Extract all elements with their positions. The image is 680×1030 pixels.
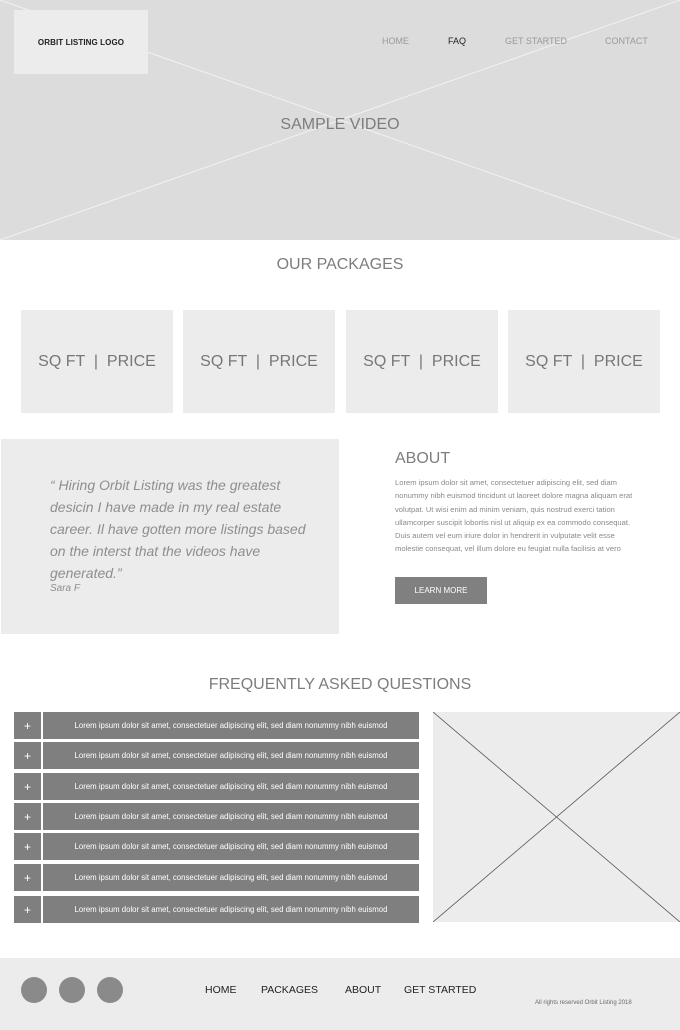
image-placeholder-cross-icon [433, 712, 680, 922]
faq-item[interactable] [14, 773, 419, 800]
footer-link-home[interactable]: HOME [205, 984, 237, 996]
faq-question[interactable]: Lorem ipsum dolor sit amet, consectetuer adipiscing elit, sed diam nonummy nibh euismod [43, 833, 419, 860]
faq-question[interactable]: Lorem ipsum dolor sit amet, consectetuer adipiscing elit, sed diam nonummy nibh euismod [43, 803, 419, 830]
social-icon[interactable] [97, 977, 123, 1003]
nav-get-started[interactable]: GET STARTED [505, 36, 568, 46]
faq-item[interactable] [14, 712, 419, 739]
nav-faq[interactable]: FAQ [448, 36, 467, 46]
package-label: SQ FT | PRICE [363, 352, 481, 370]
site-logo[interactable]: ORBIT LISTING LOGO [14, 10, 148, 74]
about-body: Lorem ipsum dolor sit amet, consectetuer adipiscing elit, sed diam nonummy nibh euismod tincidunt ut laoreet dolore magna aliquam erat volutpat. Ut wisi enim ad minim veniam, quis nostrud exerci tation ullamcorper suscipit lobortis nisl ut aliquip ex ea commodo consequat. Duis autem vel eum iriure dolor in hendrerit in vulputate velit esse molestie consequat, vel illum dolore eu feugiat nulla facilisis at vero [395, 478, 633, 554]
faq-item[interactable] [14, 864, 419, 891]
faq-question[interactable]: Lorem ipsum dolor sit amet, consectetuer adipiscing elit, sed diam nonummy nibh euismod [43, 896, 419, 923]
package-label: SQ FT | PRICE [200, 352, 318, 370]
footer-link-packages[interactable]: PACKAGES [261, 984, 318, 996]
plus-icon[interactable]: + [14, 742, 41, 769]
package-card[interactable] [183, 310, 335, 413]
faq-question[interactable]: Lorem ipsum dolor sit amet, consectetuer adipiscing elit, sed diam nonummy nibh euismod [43, 742, 419, 769]
plus-icon[interactable]: + [14, 773, 41, 800]
testimonial-author: Sara F [50, 583, 81, 594]
package-card[interactable] [508, 310, 660, 413]
social-icon[interactable] [59, 977, 85, 1003]
packages-title: OUR PACKAGES [276, 256, 404, 273]
package-card[interactable] [21, 310, 173, 413]
plus-icon[interactable]: + [14, 864, 41, 891]
faq-item[interactable] [14, 833, 419, 860]
package-card[interactable] [346, 310, 498, 413]
plus-icon[interactable]: + [14, 803, 41, 830]
footer-link-about[interactable]: ABOUT [345, 984, 382, 996]
package-label: SQ FT | PRICE [525, 352, 643, 370]
nav-contact[interactable]: CONTACT [605, 36, 648, 46]
plus-icon[interactable]: + [14, 896, 41, 923]
footer-link-get-started[interactable]: GET STARTED [404, 984, 477, 996]
social-icon[interactable] [21, 977, 47, 1003]
faq-item[interactable] [14, 896, 419, 923]
faq-item[interactable] [14, 803, 419, 830]
package-label: SQ FT | PRICE [38, 352, 156, 370]
faq-image-placeholder [433, 712, 680, 922]
copyright-text: All rights reserved Orbit Listing 2018 [535, 1000, 632, 1006]
about-title: ABOUT [395, 450, 451, 467]
hero-title: SAMPLE VIDEO [280, 116, 400, 133]
faq-title: FREQUENTLY ASKED QUESTIONS [208, 676, 472, 693]
testimonial-quote: “ Hiring Orbit Listing was the greatest desicin I have made in my real estate career. Il have gotten more listings based on the interst that the videos have generated.” [50, 477, 306, 581]
faq-question[interactable]: Lorem ipsum dolor sit amet, consectetuer adipiscing elit, sed diam nonummy nibh euismod [43, 712, 419, 739]
faq-question[interactable]: Lorem ipsum dolor sit amet, consectetuer adipiscing elit, sed diam nonummy nibh euismod [43, 773, 419, 800]
plus-icon[interactable]: + [14, 833, 41, 860]
nav-home[interactable]: HOME [382, 36, 409, 46]
faq-item[interactable] [14, 742, 419, 769]
plus-icon[interactable]: + [14, 712, 41, 739]
learn-more-button[interactable]: LEARN MORE [395, 577, 487, 604]
faq-question[interactable]: Lorem ipsum dolor sit amet, consectetuer adipiscing elit, sed diam nonummy nibh euismod [43, 864, 419, 891]
